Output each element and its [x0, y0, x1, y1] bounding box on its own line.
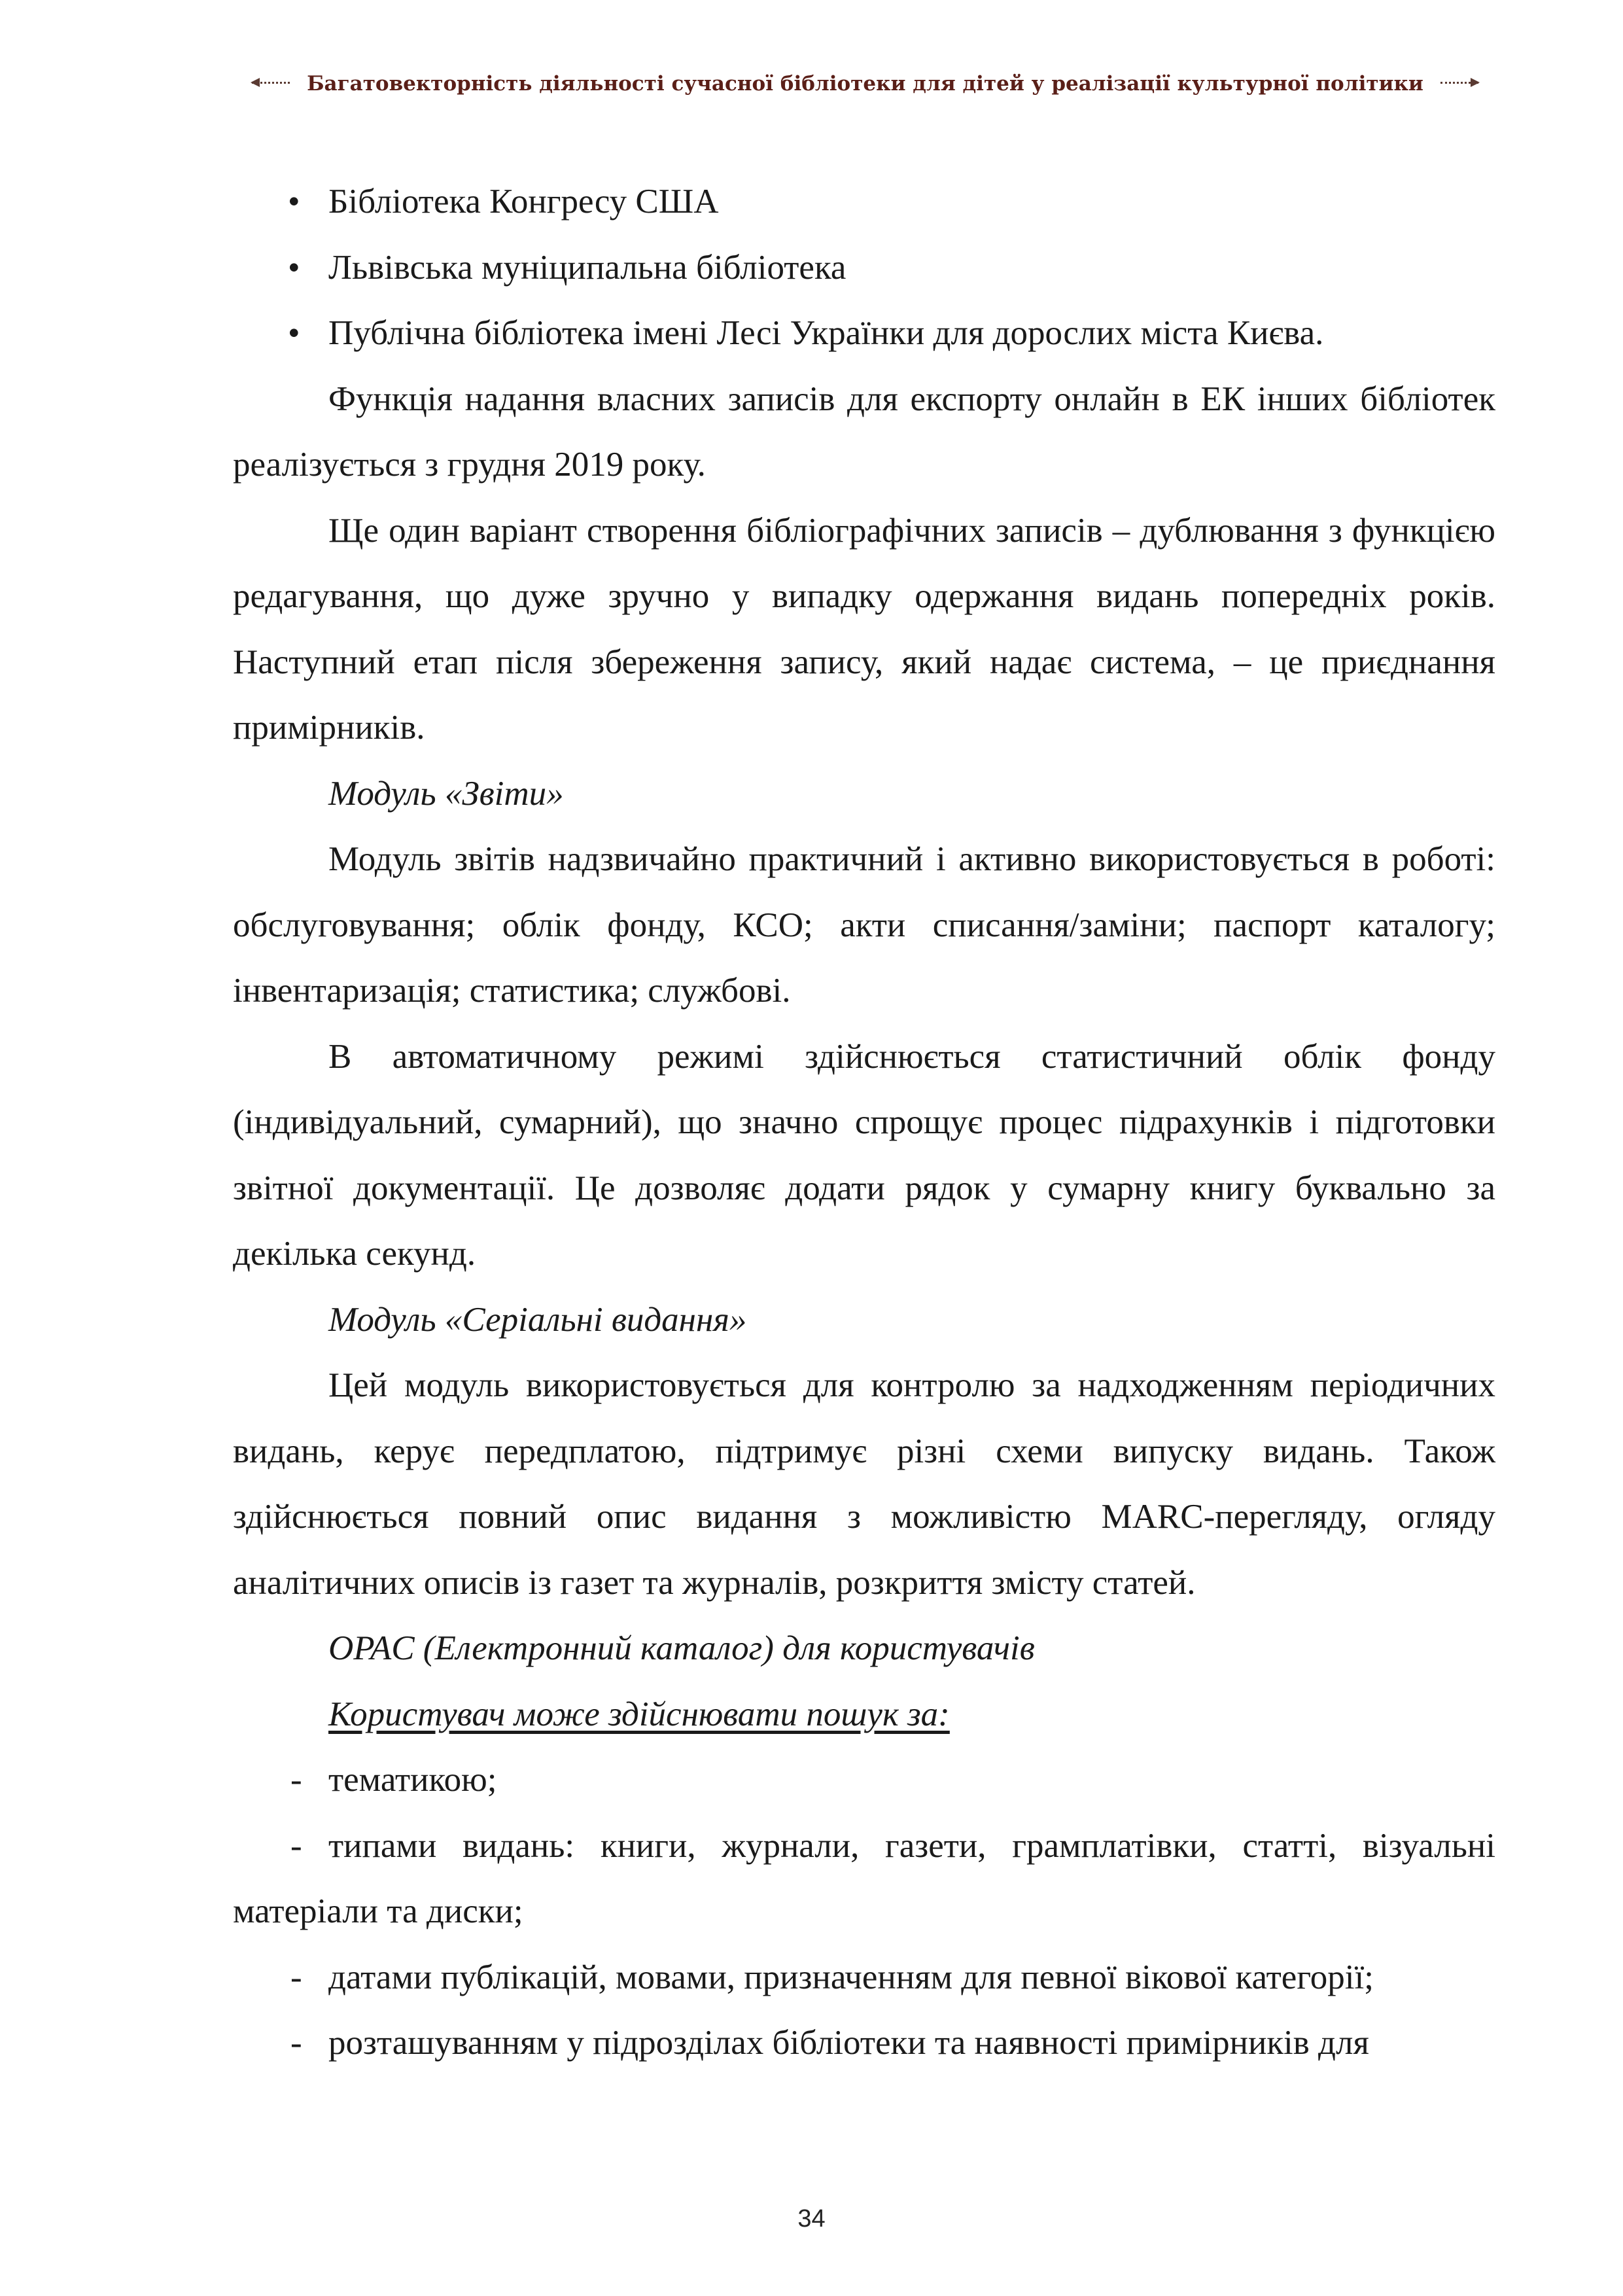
search-list-item: - розташуванням у підрозділах бібліотеки та наявності примірників для	[233, 2010, 1495, 2076]
page-number: 34	[797, 2205, 826, 2233]
search-list-item: - тематикою;	[233, 1747, 1495, 1813]
heading-reports-module: Модуль «Звіти»	[328, 774, 564, 813]
header-arrow-left-icon	[252, 82, 290, 86]
heading-search-wrapper	[233, 1682, 1495, 1748]
heading-serial-module: Модуль «Серіальні видання»	[328, 1300, 747, 1339]
heading-search: Користувач може здійснювати пошук за:	[328, 1695, 950, 1733]
paragraph-export: Функція надання власних записів для експорту онлайн в ЕК інших бібліотек реалізується з грудня 2019 року.	[233, 380, 1495, 484]
header-arrow-right-icon	[1440, 82, 1478, 86]
search-list-item: - датами публікацій, мовами, призначенням для певної вікової категорії;	[233, 1945, 1495, 2011]
running-header	[252, 65, 1478, 102]
paragraph-reports: Модуль звітів надзвичайно практичний і активно використовується в роботі: обслуговування; облік фонду, КСО; акти списання/заміни; паспорт каталогу; інвентаризація; статистика; службові.	[233, 840, 1495, 1010]
heading-opac: OPAC (Електронний каталог) для користувачів	[328, 1629, 1035, 1667]
paragraph-stats: В автоматичному режимі здійснюється статистичний облік фонду (індивідуальний, сумарний), що значно спрощує процес підрахунків і підготовки звітної документації. Це дозволяє додати рядок у сумарну книгу буквально за декілька секунд.	[233, 1037, 1495, 1273]
paragraph-serial: Цей модуль використовується для контролю за надходженням періодичних видань, керує передплатою, підтримує різні схеми випуску видань. Також здійснюється повний опис видання з можливістю MARC-перегляду, огляду аналітичних описів із газет та журналів, розкриття змісту статей.	[233, 1366, 1495, 1602]
search-list-item: - типами видань: книги, журнали, газети, грамплатівки, статті, візуальні матеріали та диски;	[233, 1813, 1495, 1945]
bullet-item: • Львівська муніципальна бібліотека	[233, 235, 1495, 301]
bullet-item: • Публічна бібліотека імені Лесі Українки для дорослих міста Києва.	[233, 300, 1495, 366]
bullet-item: • Бібліотека Конгресу США	[233, 169, 1495, 235]
running-title: Багатовекторність діяльності сучасної бібліотеки для дітей у реалізації культурної політики	[307, 72, 1423, 96]
paragraph-duplicate: Ще один варіант створення бібліографічних записів – дублювання з функцією редагування, що дуже зручно у випадку одержання видань попередніх років. Наступний етап після збереження запису, який надає система, – це приєднання примірників.	[233, 511, 1495, 747]
page-body	[233, 169, 1495, 2076]
